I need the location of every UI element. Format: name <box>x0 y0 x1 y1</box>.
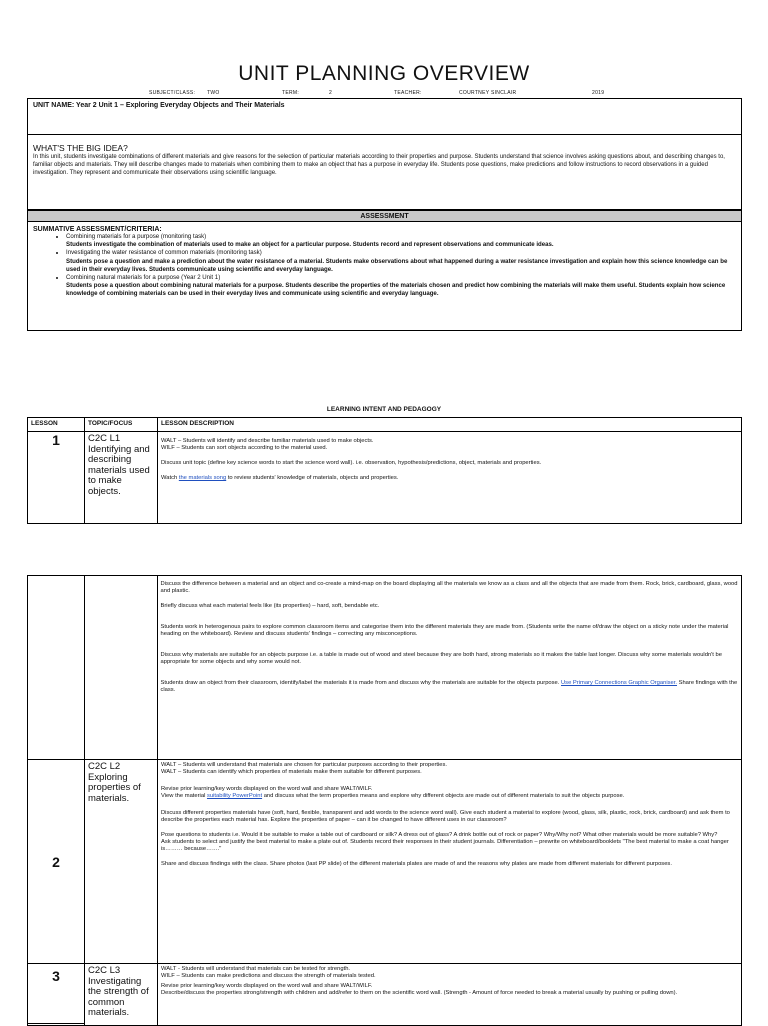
description-paragraph <box>161 680 739 694</box>
lesson-description <box>158 760 742 964</box>
big-idea-heading: WHAT'S THE BIG IDEA? <box>33 143 128 153</box>
subject-value: TWO <box>207 90 220 96</box>
paragraph-text: Students draw an object from their classroom, identify/label the materials it is made from and discuss why the materials are suitable for the objects purpose. <box>160 680 561 686</box>
table-row <box>28 964 742 1026</box>
term-value: 2 <box>329 90 333 96</box>
description-paragraph: Discuss the difference between a material and an object and co-create a mind-map on the board displaying all the materials we know as a class and all the objects that are made from them. Rock, brick, cardboard, glass, wood and plastic. <box>160 581 738 594</box>
wilf-text: WALT – Students can identify which properties of materials make them suitable for different purposes. <box>161 769 422 775</box>
lesson-table-lower <box>27 759 742 1026</box>
criteria-title: Combining natural materials for a purpose (Year 2 Unit 1) <box>66 274 221 282</box>
description-paragraph: Ask students to select and justify the best material to make a plate out of. Students record their responses in their student journals. Differentiation – prewrite on whiteboard/booklets "The best material to make a coat hanger is……… because……." <box>161 839 729 852</box>
lesson-number: 3 <box>28 964 85 1026</box>
description-paragraph: Pose questions to students i.e. Would it be suitable to make a table out of cardboard or silk? A dress out of glass? A drink bottle out of rock or paper? Why/Why not? What other materials would be more suitable? Why? <box>161 832 718 838</box>
powerpoint-link[interactable]: suitability PowerPoint <box>206 793 263 799</box>
description-paragraph: Discuss different properties materials have (soft, hard, flexible, transparent and add words to the science word wall). Give each student a material to explore (wood, glass, silk, plastic, rock, brick, cardboard) and ask them to describe the properties each material has. Explore the properties of paper – can it be changed to have different uses in our classroom? <box>161 810 730 823</box>
paragraph-text: View the material <box>161 793 207 799</box>
lesson-number: 1 <box>28 432 85 524</box>
lesson-topic-cell <box>84 576 157 760</box>
unit-name: UNIT NAME: Year 2 Unit 1 – Exploring Everyday Objects and Their Materials <box>33 102 285 109</box>
materials-song-link[interactable]: the materials song <box>178 475 227 481</box>
description-paragraph <box>161 475 738 482</box>
description-paragraph: Revise prior learning/key words displayed on the word wall and share WALT/WILF. <box>161 983 373 989</box>
lesson-description <box>157 576 742 760</box>
description-paragraph: Discuss unit topic (define key science words to start the science word wall). i.e. observation, hypothesis/predictions, object, materials and properties. <box>161 460 542 466</box>
lesson-topic: C2C L2 Exploring properties of materials. <box>85 760 158 964</box>
criteria-item <box>66 274 733 299</box>
col-description-header: LESSON DESCRIPTION <box>158 418 742 432</box>
description-paragraph: Briefly discuss what each material feels like (its properties) – hard, soft, bendable etc. <box>160 603 380 609</box>
term-label: TERM: <box>282 90 300 96</box>
criteria-detail: Students investigate the combination of materials used to make an object for a particular purpose. Students record and represent observations and communicate ideas. <box>66 241 554 249</box>
teacher-value: COURTNEY SINCLAIR <box>459 90 517 96</box>
paragraph-text: to review students' knowledge of materials, objects and properties. <box>226 475 399 481</box>
paragraph-text: and discuss what the term properties means and explore why different objects are made out of different materials to suit the objects purpose. <box>262 793 625 799</box>
lesson-description <box>158 432 742 524</box>
lesson-table-continued <box>83 575 742 760</box>
table-row <box>28 432 742 524</box>
graphic-organiser-link[interactable]: Use Primary Connections Graphic Organiser. <box>561 680 677 686</box>
criteria-title: Investigating the water resistance of common materials (monitoring task) <box>66 249 262 257</box>
criteria-title: Combining materials for a purpose (monitoring task) <box>66 233 207 240</box>
description-paragraph: Students work in heterogenous pairs to explore common classroom items and categorise them into the different materials they are made from. (Students write the name of/draw the object on a sticky note under the material heading on the whiteboard). Review and discuss students' findings – correcting any misconceptions. <box>160 624 729 637</box>
col-lesson-header: LESSON <box>28 418 85 432</box>
criteria-item <box>66 249 733 274</box>
big-idea-box <box>27 135 742 210</box>
walt-text: WALT – Students will identify and describe familiar materials used to make objects. <box>161 438 374 444</box>
summative-heading: SUMMATIVE ASSESSMENT/CRITERIA: <box>33 226 162 233</box>
lesson-description <box>158 964 742 1026</box>
walt-text: WALT – Students will understand that materials are chosen for particular purposes according to their properties. <box>161 762 448 768</box>
lesson-topic: C2C L3 Investigating the strength of common materials. <box>85 964 158 1026</box>
lesson-table <box>27 417 742 524</box>
wilf-text: WILF – Students can sort objects according to the material used. <box>161 445 328 451</box>
learning-intent-heading: LEARNING INTENT AND PEDAGOGY <box>326 406 442 413</box>
lesson-topic: C2C L1 Identifying and describing materials used to make objects. <box>85 432 158 524</box>
paragraph-text: Share findings with the class. <box>160 680 738 693</box>
table-row <box>83 576 742 760</box>
description-paragraph <box>161 793 738 800</box>
criteria-detail: Students pose a question about combining natural materials for a purpose. Students describe the properties of the materials chosen and predict how combining the materials will make them useful. Students explain how science knowledge of combining materials can be used in their everyday lives and communicate using scientific and everyday language. <box>66 282 726 298</box>
walt-text: WALT - Students will understand that materials can be tested for strength. <box>161 966 351 972</box>
assessment-box <box>27 222 742 331</box>
wilf-text: WILF – Students can make predictions and discuss the strength of materials tested. <box>161 973 376 979</box>
year-value: 2019 <box>592 90 605 96</box>
big-idea-text: In this unit, students investigate combinations of different materials and give reasons for the selection of particular materials according to their properties and purpose. Students understand that science involves asking questions about, and describing changes to, familiar objects and materials. They will describe changes made to materials when combining them to make an object that has a purpose in everyday life. Students pose questions, make predictions and follow instructions to record observations in a guided investigation. They represent and communicate their observations using scientific language. <box>33 154 725 176</box>
description-paragraph: Discuss why materials are suitable for an objects purpose i.e. a table is made out of wood and steel because they are both hard, strong materials so it makes the table last longer. Discuss why some materials wouldn't be appropriate for some objects and why some would not. <box>160 652 722 665</box>
unit-name-box <box>27 98 742 135</box>
lesson-number: 2 <box>28 760 85 964</box>
description-paragraph: Share and discuss findings with the class. Share photos (last PP slide) of the different materials plates are made of and the reasons why plates are made from different materials for different purposes. <box>161 861 672 867</box>
table-header-row <box>28 418 742 432</box>
col-topic-header: TOPIC/FOCUS <box>85 418 158 432</box>
description-paragraph: Revise prior learning/key words displayed on the word wall and share WALT/WILF. <box>161 786 373 792</box>
assessment-bar: ASSESSMENT <box>27 210 742 222</box>
criteria-detail: Students pose a question and make a prediction about the water resistance of a material. Students make observations about what happened during a water resistance investigation and explain how this science knowledge can be used in their everyday lives. Students communicate using scientific and everyday language. <box>66 257 728 273</box>
criteria-list <box>28 233 741 299</box>
subject-label: SUBJECT/CLASS: <box>149 90 196 96</box>
description-paragraph: Describe/discuss the properties strong/strength with children and add/refer to them on the scientific word wall. (Strength - Amount of force needed to break a material usually by pushing or pulling down). <box>161 990 678 996</box>
table-row <box>28 760 742 964</box>
page-title: UNIT PLANNING OVERVIEW <box>238 62 530 85</box>
paragraph-text: Watch <box>161 475 179 481</box>
teacher-label: TEACHER: <box>394 90 422 96</box>
criteria-item <box>66 233 733 249</box>
